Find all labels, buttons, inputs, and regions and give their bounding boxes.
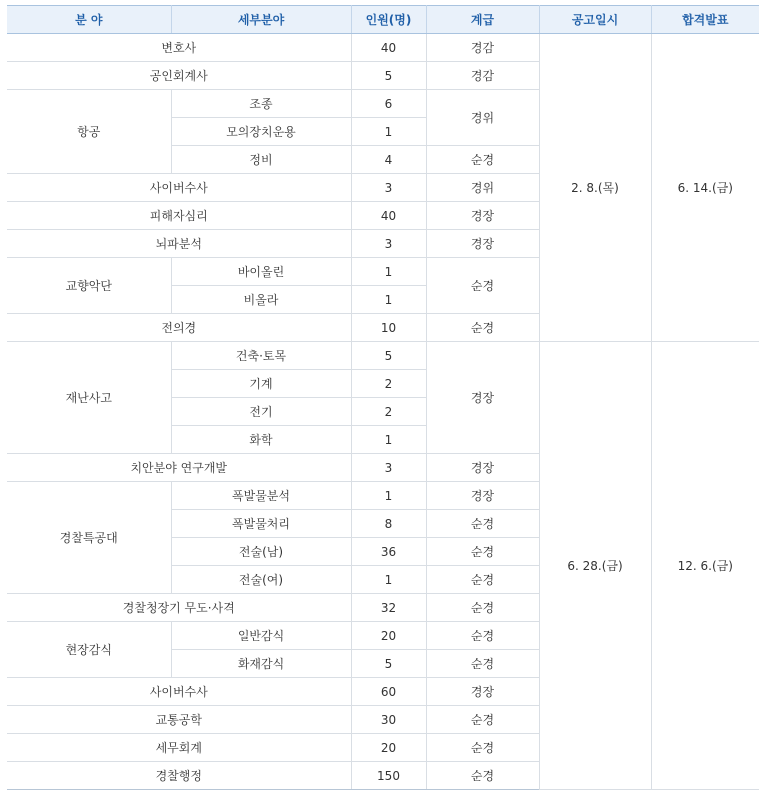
field-cell: 재난사고 [7,342,171,454]
count-cell: 150 [351,762,426,790]
count-cell: 3 [351,174,426,202]
header-result-date: 합격발표 [651,6,759,34]
header-notice-date: 공고일시 [539,6,651,34]
subfield-cell: 정비 [171,146,351,174]
notice-date-cell: 6. 28.(금) [539,342,651,790]
header-count: 인원(명) [351,6,426,34]
subfield-cell: 일반감식 [171,622,351,650]
rank-cell: 순경 [426,762,539,790]
rank-cell: 순경 [426,734,539,762]
recruitment-table [7,5,759,790]
field-cell: 경찰행정 [7,762,351,790]
field-cell: 피해자심리 [7,202,351,230]
count-cell: 20 [351,734,426,762]
count-cell: 40 [351,202,426,230]
count-cell: 2 [351,370,426,398]
rank-cell: 경장 [426,454,539,482]
subfield-cell: 건축·토목 [171,342,351,370]
count-cell: 1 [351,286,426,314]
rank-cell: 경장 [426,230,539,258]
rank-cell: 순경 [426,146,539,174]
field-cell: 경찰특공대 [7,482,171,594]
header-subfield: 세부분야 [171,6,351,34]
field-cell: 경찰청장기 무도·사격 [7,594,351,622]
count-cell: 30 [351,706,426,734]
subfield-cell: 화재감식 [171,650,351,678]
count-cell: 10 [351,314,426,342]
table-row [7,34,759,62]
count-cell: 3 [351,454,426,482]
field-cell: 사이버수사 [7,174,351,202]
subfield-cell: 전기 [171,398,351,426]
subfield-cell: 모의장치운용 [171,118,351,146]
subfield-cell: 화학 [171,426,351,454]
rank-cell: 경장 [426,482,539,510]
count-cell: 4 [351,146,426,174]
field-cell: 교향악단 [7,258,171,314]
count-cell: 1 [351,566,426,594]
count-cell: 1 [351,118,426,146]
count-cell: 20 [351,622,426,650]
count-cell: 2 [351,398,426,426]
rank-cell: 경감 [426,62,539,90]
field-cell: 세무회계 [7,734,351,762]
rank-cell: 경장 [426,678,539,706]
header-field: 분 야 [7,6,171,34]
count-cell: 5 [351,342,426,370]
count-cell: 1 [351,258,426,286]
subfield-cell: 기계 [171,370,351,398]
subfield-cell: 폭발물처리 [171,510,351,538]
count-cell: 1 [351,482,426,510]
field-cell: 사이버수사 [7,678,351,706]
rank-cell: 경장 [426,202,539,230]
rank-cell: 순경 [426,650,539,678]
field-cell: 전의경 [7,314,351,342]
field-cell: 공인회계사 [7,62,351,90]
result-date-cell: 12. 6.(금) [651,342,759,790]
count-cell: 1 [351,426,426,454]
field-cell: 현장감식 [7,622,171,678]
rank-cell: 경위 [426,174,539,202]
subfield-cell: 폭발물분석 [171,482,351,510]
field-cell: 치안분야 연구개발 [7,454,351,482]
rank-cell: 순경 [426,706,539,734]
count-cell: 60 [351,678,426,706]
rank-cell: 순경 [426,594,539,622]
subfield-cell: 전술(여) [171,566,351,594]
count-cell: 36 [351,538,426,566]
table-row [7,342,759,370]
subfield-cell: 바이올린 [171,258,351,286]
rank-cell: 경장 [426,342,539,454]
field-cell: 변호사 [7,34,351,62]
result-date-cell: 6. 14.(금) [651,34,759,342]
rank-cell: 경위 [426,90,539,146]
count-cell: 3 [351,230,426,258]
rank-cell: 순경 [426,314,539,342]
subfield-cell: 전술(남) [171,538,351,566]
count-cell: 6 [351,90,426,118]
rank-cell: 순경 [426,622,539,650]
count-cell: 5 [351,650,426,678]
header-rank: 계급 [426,6,539,34]
field-cell: 항공 [7,90,171,174]
count-cell: 32 [351,594,426,622]
notice-date-cell: 2. 8.(목) [539,34,651,342]
rank-cell: 순경 [426,258,539,314]
rank-cell: 순경 [426,510,539,538]
table-header-row [7,6,759,34]
field-cell: 교통공학 [7,706,351,734]
subfield-cell: 비올라 [171,286,351,314]
rank-cell: 순경 [426,538,539,566]
rank-cell: 순경 [426,566,539,594]
count-cell: 5 [351,62,426,90]
field-cell: 뇌파분석 [7,230,351,258]
subfield-cell: 조종 [171,90,351,118]
count-cell: 8 [351,510,426,538]
rank-cell: 경감 [426,34,539,62]
count-cell: 40 [351,34,426,62]
